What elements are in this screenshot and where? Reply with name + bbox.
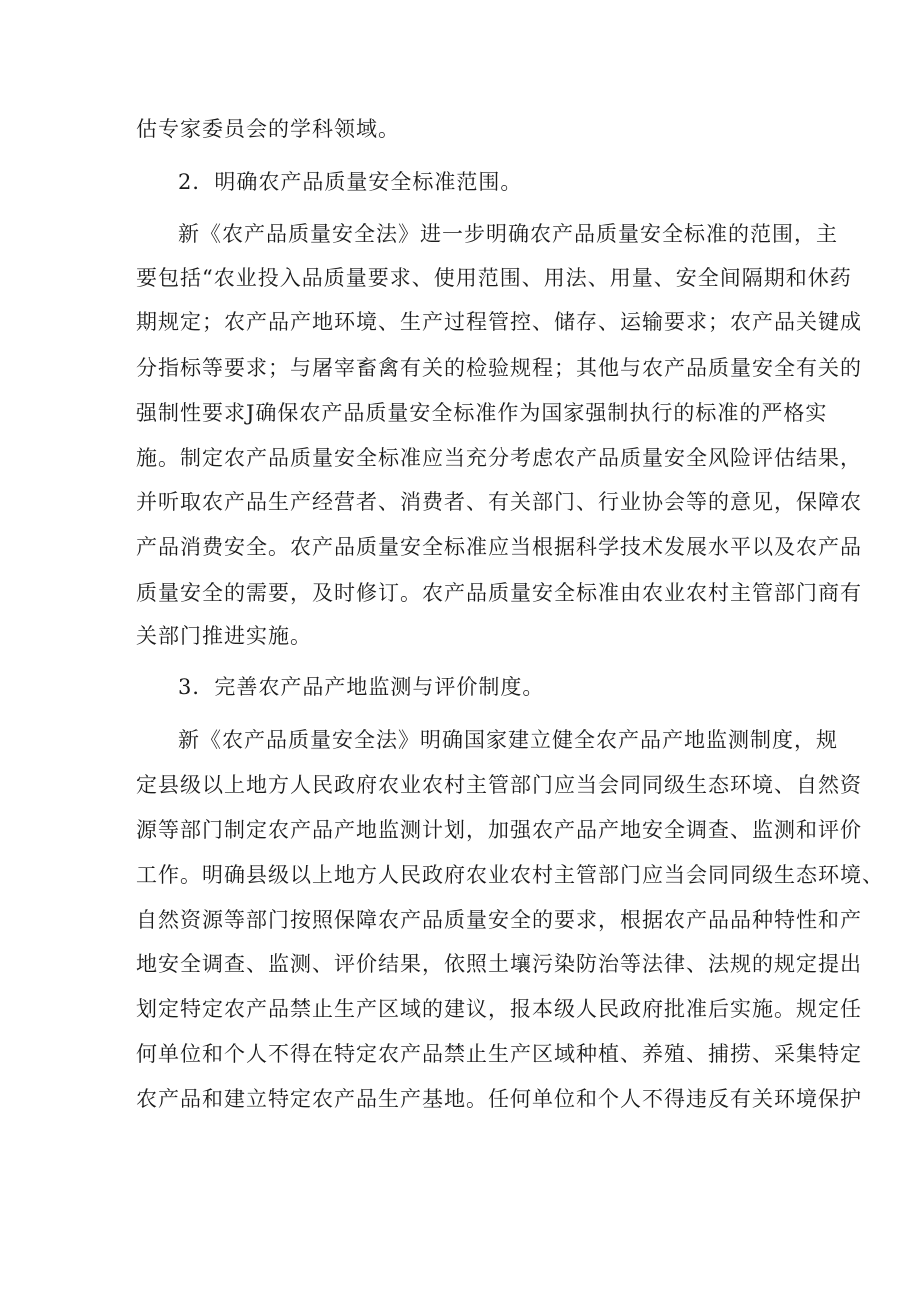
text-line: 源等部门制定农产品产地监测计划，加强农产品产地安全调查、监测和评价 xyxy=(136,818,862,842)
text-line: 划定特定农产品禁止生产区域的建议，报本级人民政府批准后实施。规定任 xyxy=(136,997,862,1021)
text-line: 新《农产品质量安全法》明确国家建立健全农产品产地监测制度，规 xyxy=(178,728,838,752)
text-line: 强制性要求J确保农产品质量安全标准作为国家强制执行的标准的严格实 xyxy=(136,401,828,425)
text-line: 工作。明确县级以上地方人民政府农业农村主管部门应当会同同级生态环境、 xyxy=(136,863,884,887)
text-line: 自然资源等部门按照保障农产品质量安全的要求，根据农产品品种特性和产 xyxy=(136,908,862,932)
text-line: 质量安全的需要，及时修订。农产品质量安全标准由农业农村主管部门商有 xyxy=(136,581,862,605)
text-line: 定县级以上地方人民政府农业农村主管部门应当会同同级生态环境、自然资 xyxy=(136,773,862,797)
text-line: 何单位和个人不得在特定农产品禁止生产区域种植、养殖、捕捞、采集特定 xyxy=(136,1042,862,1066)
text-line: 期规定；农产品产地环境、生产过程管控、储存、运输要求；农产品关键成 xyxy=(136,310,862,334)
text-line: 农产品和建立特定农产品生产基地。任何单位和个人不得违反有关环境保护 xyxy=(136,1087,862,1111)
text-line: 施。制定农产品质量安全标准应当充分考虑农产品质量安全风险评估结果， xyxy=(136,446,862,470)
text-line: 分指标等要求；与屠宰畜禽有关的检验规程；其他与农产品质量安全有关的 xyxy=(136,356,862,380)
text-line: 新《农产品质量安全法》进一步明确农产品质量安全标准的范围，主 xyxy=(178,222,838,246)
text-line: 地安全调查、监测、评价结果，依照土壤污染防治等法律、法规的规定提出 xyxy=(136,952,862,976)
section-heading-2: 2．明确农产品质量安全标准范围。 xyxy=(178,170,523,194)
text-line: 产品消费安全。农产品质量安全标准应当根据科学技术发展水平以及农产品 xyxy=(136,535,862,559)
text-line: 并听取农产品生产经营者、消费者、有关部门、行业协会等的意见，保障农 xyxy=(136,490,862,514)
section-heading-3: 3．完善农产品产地监测与评价制度。 xyxy=(178,675,545,699)
text-line: 估专家委员会的学科领域。 xyxy=(136,117,400,141)
text-line: 要包括“农业投入品质量要求、使用范围、用法、用量、安全间隔期和休药 xyxy=(136,266,852,290)
text-line: 关部门推进实施。 xyxy=(136,624,312,648)
